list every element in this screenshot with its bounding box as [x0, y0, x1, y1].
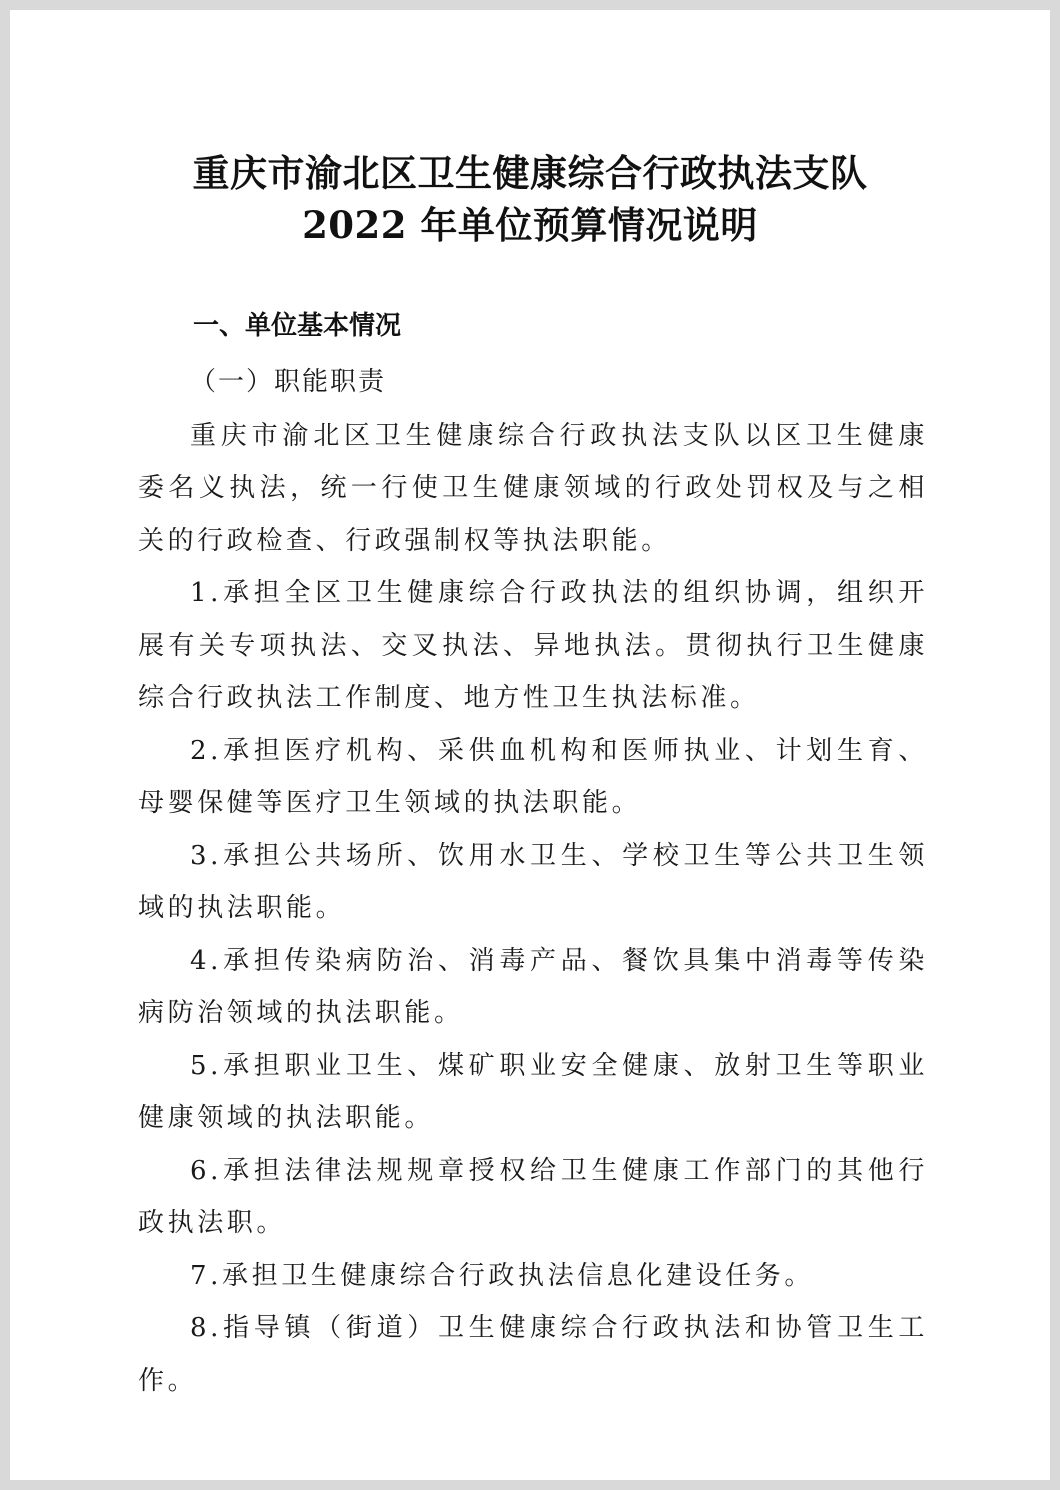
paragraph-intro: 重庆市渝北区卫生健康综合行政执法支队以区卫生健康委名义执法，统一行使卫生健康领域的行政处罚权及与之相关的行政检查、行政强制权等执法职能。 [138, 420, 928, 556]
paragraph-duty-1: 1.承担全区卫生健康综合行政执法的组织协调，组织开展有关专项执法、交叉执法、异地执法。贯彻执行卫生健康综合行政执法工作制度、地方性卫生执法标准。 [138, 578, 928, 713]
paragraph-duty-6: 6.承担法律法规规章授权给卫生健康工作部门的其他行政执法职。 [138, 1155, 928, 1238]
paragraph-duty-8: 8.指导镇（街道）卫生健康综合行政执法和协管卫生工作。 [138, 1313, 928, 1396]
paragraph-duty-2: 2.承担医疗机构、采供血机构和医师执业、计划生育、母婴保健等医疗卫生领域的执法职能。 [138, 735, 928, 818]
document-body [138, 356, 928, 1407]
paragraph-duty-5: 5.承担职业卫生、煤矿职业安全健康、放射卫生等职业健康领域的执法职能。 [138, 1050, 928, 1133]
document-title-line-2: 2022 年单位预算情况说明 [302, 203, 758, 247]
paragraph-duty-3: 3.承担公共场所、饮用水卫生、学校卫生等公共卫生领域的执法职能。 [138, 840, 928, 923]
section-heading: 一、单位基本情况 [193, 311, 402, 341]
paragraph-duty-7: 7.承担卫生健康综合行政执法信息化建设任务。 [190, 1260, 815, 1291]
paragraph-duty-4: 4.承担传染病防治、消毒产品、餐饮具集中消毒等传染病防治领域的执法职能。 [138, 945, 928, 1028]
document-page [10, 10, 1050, 1480]
document-title-line-1: 重庆市渝北区卫生健康综合行政执法支队 [192, 151, 868, 195]
subsection-heading: （一）职能职责 [190, 367, 387, 397]
